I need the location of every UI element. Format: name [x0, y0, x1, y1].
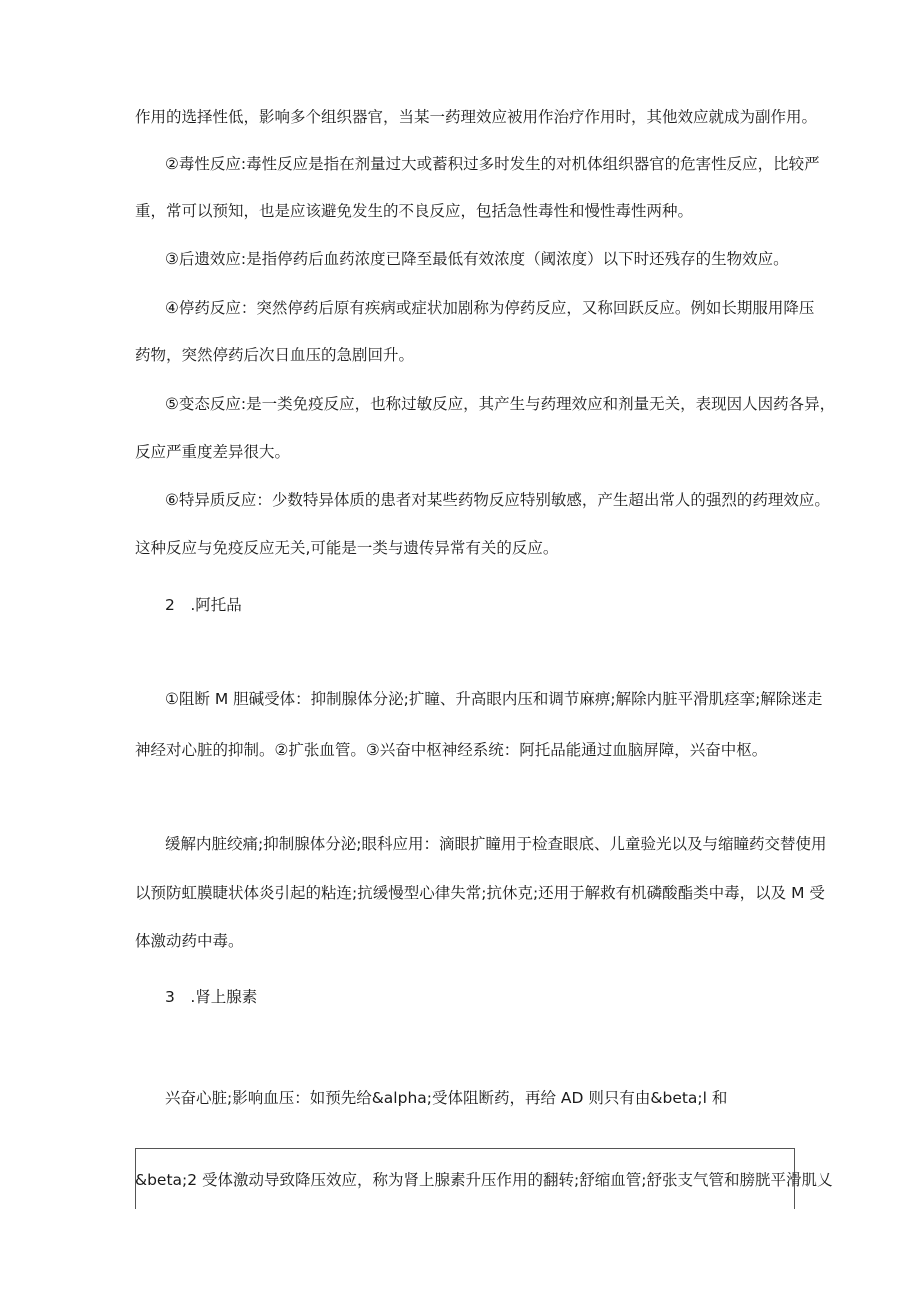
paragraph-line: ①阻断 M 胆碱受体：抑制腺体分泌;扩瞳、升高眼内压和调节麻痹;解除内脏平滑肌痉挛;解除迷走: [165, 690, 823, 708]
paragraph-line: ②毒性反应:毒性反应是指在剂量过大或蓄积过多时发生的对机体组织器官的危害性反应，比较严: [165, 155, 820, 173]
paragraph-line: 缓解内脏绞痛;抑制腺体分泌;眼科应用：滴眼扩瞳用于检查眼底、儿童验光以及与缩瞳药交替使用: [165, 835, 827, 853]
paragraph-line: 体激动药中毒。: [135, 932, 244, 950]
paragraph-line: 反应严重度差异很大。: [135, 443, 291, 461]
section-heading: 3 .肾上腺素: [165, 988, 258, 1006]
paragraph-line: 神经对心脏的抑制。②扩张血管。③兴奋中枢神经系统：阿托品能通过血脑屏障，兴奋中枢。: [135, 741, 768, 759]
paragraph-line: 这种反应与免疫反应无关,可能是一类与遗传异常有关的反应。: [135, 539, 559, 557]
paragraph-line: 以预防虹膜睫状体炎引起的粘连;抗缓慢型心律失常;抗休克;还用于解救有机磷酸酯类中毒，以及 M 受: [135, 884, 825, 902]
paragraph-line: ⑤变态反应:是一类免疫反应，也称过敏反应，其产生与药理效应和剂量无关，表现因人因药各异，: [165, 395, 836, 413]
paragraph-line: &beta;2 受体激动导致降压效应，称为肾上腺素升压作用的翻转;舒缩血管;舒张支气管和膀胱平滑肌乂: [135, 1171, 833, 1189]
paragraph-line: 兴奋心脏;影响血压：如预先给&alpha;受体阻断药，再给 AD 则只有由&beta;l 和: [165, 1089, 728, 1107]
paragraph-line: 作用的选择性低，影响多个组织器官，当某一药理效应被用作治疗作用时，其他效应就成为副作用。: [135, 108, 818, 126]
paragraph-line: ④停药反应：突然停药后原有疾病或症状加剧称为停药反应，又称回跃反应。例如长期服用降压: [165, 299, 815, 317]
paragraph-line: 重，常可以预知，也是应该避免发生的不良反应，包括急性毒性和慢性毒性两种。: [135, 202, 694, 220]
paragraph-line: ⑥特异质反应：少数特异体质的患者对某些药物反应特别敏感，产生超出常人的强烈的药理效应。: [165, 491, 830, 509]
section-heading: 2 .阿托品: [165, 596, 242, 614]
paragraph-line: 药物，突然停药后次日血压的急剧回升。: [135, 346, 415, 364]
paragraph-line: ③后遗效应:是指停药后血药浓度已降至最低有效浓度（阈浓度）以下时还残存的生物效应。: [165, 250, 789, 268]
